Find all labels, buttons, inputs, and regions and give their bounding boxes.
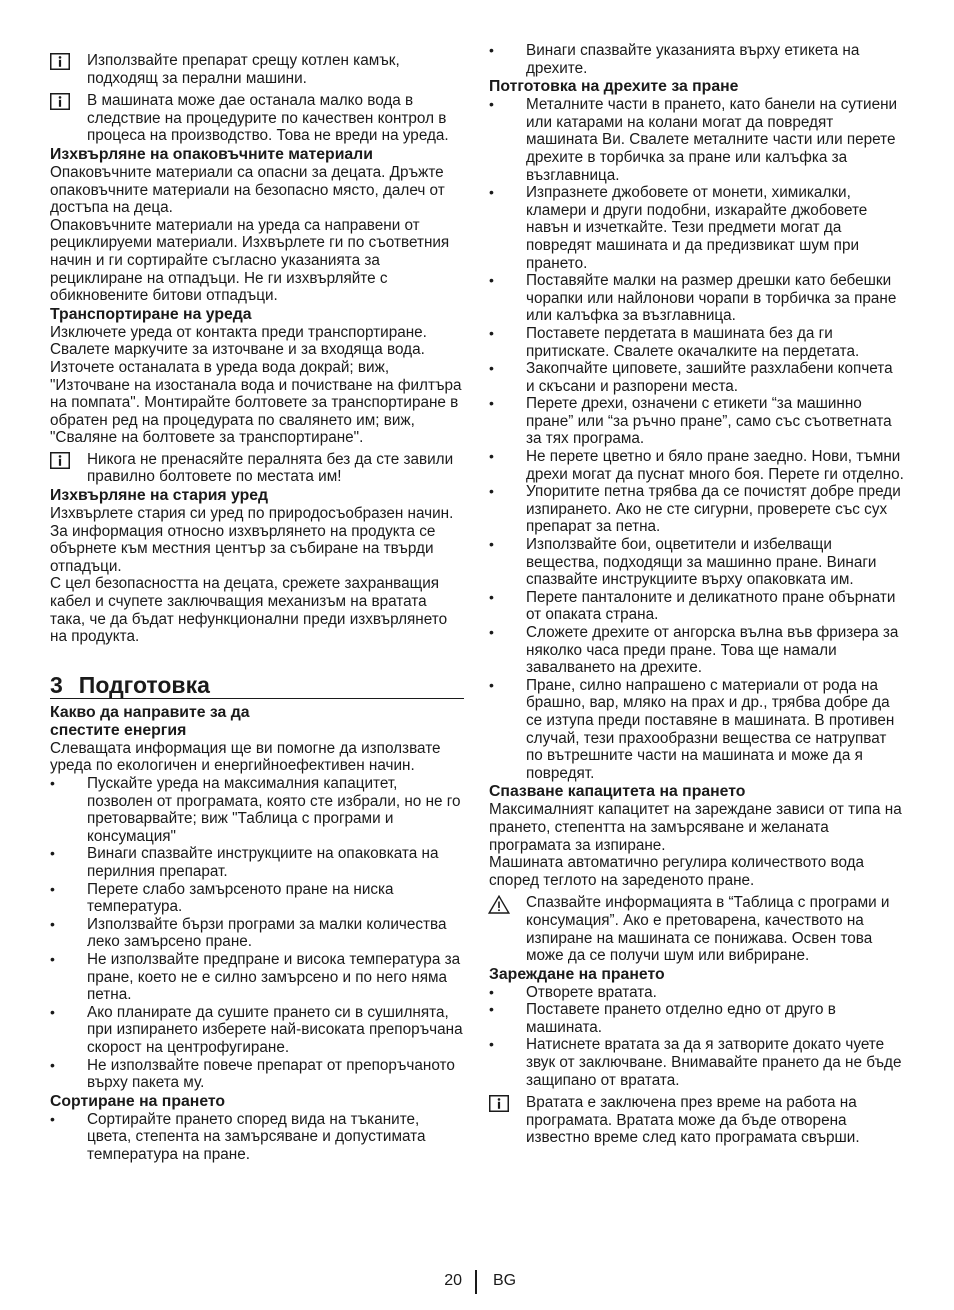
paragraph: Машината автоматично регулира количеството вода според теглото на зареденото пране. (489, 854, 865, 889)
list-item: • Поставяйте малки на размер дрешки като бебешки чорапки или найлонови чорапи в торбичка за пране или калъфка за възглавница. (489, 272, 904, 325)
info-icon (50, 93, 70, 110)
footer-divider (475, 1270, 477, 1294)
note-text: Използвайте препарат срещу котлен камък, подходящ за перални машини. (87, 52, 400, 87)
note-text: Вратата е заключена през време на работа на програмата. Вратата може да бъде отворена известно време след като програмата свърши. (526, 1094, 860, 1147)
info-note-water (50, 92, 464, 145)
list-item: • Ако планирате да сушите прането си в сушилнята, при изпирането изберете най-високата препоръчана скорост на центрофугиране. (50, 1004, 464, 1057)
info-note-limescale (50, 52, 464, 87)
section-heading-prep: Потготовка на дрехите за пране (489, 78, 739, 96)
list-item: • Закопчайте циповете, зашийте разхлабени копчета и скъсани и разпорени места. (489, 360, 904, 395)
paragraph: Слеващата информация ще ви помогне да използвате уреда по екологичен и енергийноефективен начин. (50, 739, 441, 775)
sorting-list (50, 1111, 464, 1164)
list-item: • Перете дрехи, означени с етикети “за машинно пране” или “за ръчно пране”, само със съответната за тях програма. (489, 395, 904, 448)
list-item: • Пускайте уреда на максималния капацитет, позволен от програмата, която сте избрали, но не го претоварвайте; виж "Таблица с програми и консумация" (50, 775, 464, 845)
note-text: Никога не пренасяйте пералнята без да сте завили правилно болтовете по местата им! (87, 450, 454, 486)
paragraph: С цел безопасността на децата, срежете захранващия кабел и счупете заключващия механизъм на вратата така, че да бъдат нефункционални преди изхвърлянето на продукта. (50, 575, 448, 646)
list-item: • Пране, силно напрашено с материали от рода на брашно, вар, мляко на прах и др., трябва добре да се изтупа преди поставяне в машината. В противен случай, тези прахообразни вещества се натрупват по вътрешните части на машината и може да я повредят. (489, 677, 904, 783)
paragraph: Изключете уреда от контакта преди транспортиране. Свалете маркучите за източване и за входяща вода. Източете останалата в уреда вода докрай; виж, "Източване на изостанала вода и почистване на филтъра на помпата". Монтирайте болтовете за транспортиране в обратен ред на процедурата по свалянето им; виж, "Сваляне на болтовете за транспортиране". (50, 323, 462, 447)
list-item: • Не използвайте предпране и висока температура за пране, което не е силно замърсено и по него няма петна. (50, 951, 464, 1004)
section-heading-disposal: Изхвърляне на стария уред (50, 487, 269, 505)
left-column (50, 52, 464, 1163)
list-item: • Винаги спазвайте указанията върху етикета на дрехите. (489, 42, 904, 77)
list-item: • Винаги спазвайте инструкциите на опаковката на перилния препарат. (50, 845, 464, 880)
list-item: • Отворете вратата. (489, 984, 904, 1002)
paragraph: Изхвърлете стария си уред по природосъобразен начин. (50, 505, 454, 523)
info-icon (50, 452, 70, 469)
paragraph: Максималният капацитет на зареждане зависи от типа на прането, степентта на замърсяване и желаната програмата за изпиране. (489, 801, 902, 854)
list-item: • Металните части в прането, като банели на сутиени или катарами на колани могат да повредят машината Ви. Свалете металните части или перете дрехите в торбичка за пране или калъфка за възглавница. (489, 96, 904, 184)
list-item: • Натиснете вратата за да я затворите докато чуете звук от заключване. Внимавайте прането да не бъде защипано от вратата. (489, 1036, 904, 1089)
top-list (489, 42, 904, 77)
list-item: • Изпразнете джобовете от монети, химикалки, кламери и други подобни, изкарайте джобовете навън и изчеткайте. Тези предмети могат да повредят машината и да предизвикат шум при прането. (489, 184, 904, 272)
warning-triangle-icon (488, 895, 510, 914)
language-code: BG (493, 1272, 517, 1289)
info-icon (50, 53, 70, 70)
section-heading-capacity: Спазване капацитета на прането (489, 783, 746, 801)
loading-list (489, 984, 904, 1090)
heading-line: Какво да направите за да (50, 703, 250, 721)
list-item: • Не перете цветно и бяло пране заедно. Нови, тъмни дрехи могат да пуснат много боя. Перете ги отделно. (489, 448, 904, 483)
list-item: • Използвайте бързи програми за малки количества леко замърсено пране. (50, 916, 464, 951)
energy-list (50, 775, 464, 1092)
chapter-title (50, 672, 464, 699)
section-heading-transport: Транспортиране на уреда (50, 305, 252, 323)
list-item: • Сортирайте прането според вида на тъканите, цвета, степента на замърсяване и допустимата температура на пране. (50, 1111, 464, 1164)
list-item: • Перете панталоните и деликатното пране обърнати от опаката страна. (489, 589, 904, 624)
warning-note-capacity (489, 894, 904, 964)
section-heading-loading: Зареждане на прането (489, 965, 665, 983)
note-text: В машината може дае останала малко вода в следствие на процедурите по качествен контрол в процеса на производство. Това не вреди на уреда. (87, 92, 449, 145)
list-item: • Сложете дрехите от ангорска вълна във фризера за няколко часа преди пране. Това ще намали завалването на дрехите. (489, 624, 904, 677)
note-text: Спазвайте информацията в “Таблица с програми и консумация”. Ако е претоварена, качеството на изпиране на машината се понижава. Освен това може да се получи шум или вибриране. (526, 894, 890, 965)
chapter-name: Подготовка (78, 671, 210, 698)
paragraph: Опаковъчните материали на уреда са направени от рециклируеми материали. Изхвърлете ги по съответния начин и ги сортирайте съгласно указанията за рециклиране на отпадъци. Не ги изхвърляйте с обикновените битови отпадъци. (50, 216, 450, 305)
list-item: • Перете слабо замърсеното пране на ниска температура. (50, 881, 464, 916)
list-item: • Упоритите петна трябва да се почистят добре преди изпирането. Ако не сте сигурни, проверете със сух препарат за петна. (489, 483, 904, 536)
info-note-transport (50, 451, 464, 486)
list-item: • Поставете прането отделно едно от друго в машината. (489, 1001, 904, 1036)
info-note-door (489, 1094, 904, 1147)
section-heading-sorting: Сортиране на прането (50, 1092, 226, 1110)
page-footer (0, 1272, 954, 1296)
prep-list (489, 96, 904, 782)
right-column (489, 42, 904, 1152)
list-item: • Не използвайте повече препарат от препоръчаното върху пакета му. (50, 1057, 464, 1092)
page-number: 20 (444, 1272, 462, 1289)
paragraph: За информация относно изхвърлянето на продукта се обърнете към местния център за събиране на твърди отпадъци. (50, 522, 436, 575)
paragraph: Опаковъчните материали са опасни за децата. Дръжте опаковъчните материали на безопасно място, далеч от достъпа на деца. (50, 163, 445, 217)
heading-line: спестите енергия (50, 721, 187, 739)
list-item: • Използвайте бои, оцветители и избелващи вещества, подходящи за машинно пране. Винаги спазвайте инструкциите върху опаковката им. (489, 536, 904, 589)
info-icon (489, 1095, 509, 1112)
section-heading-energy (50, 704, 464, 740)
chapter-number: 3 (50, 671, 63, 698)
list-item: • Поставете пердетата в машината без да ги притискате. Свалете окачалките на пердетата. (489, 325, 904, 360)
section-heading-packaging: Изхвърляне на опаковъчните материали (50, 145, 373, 163)
